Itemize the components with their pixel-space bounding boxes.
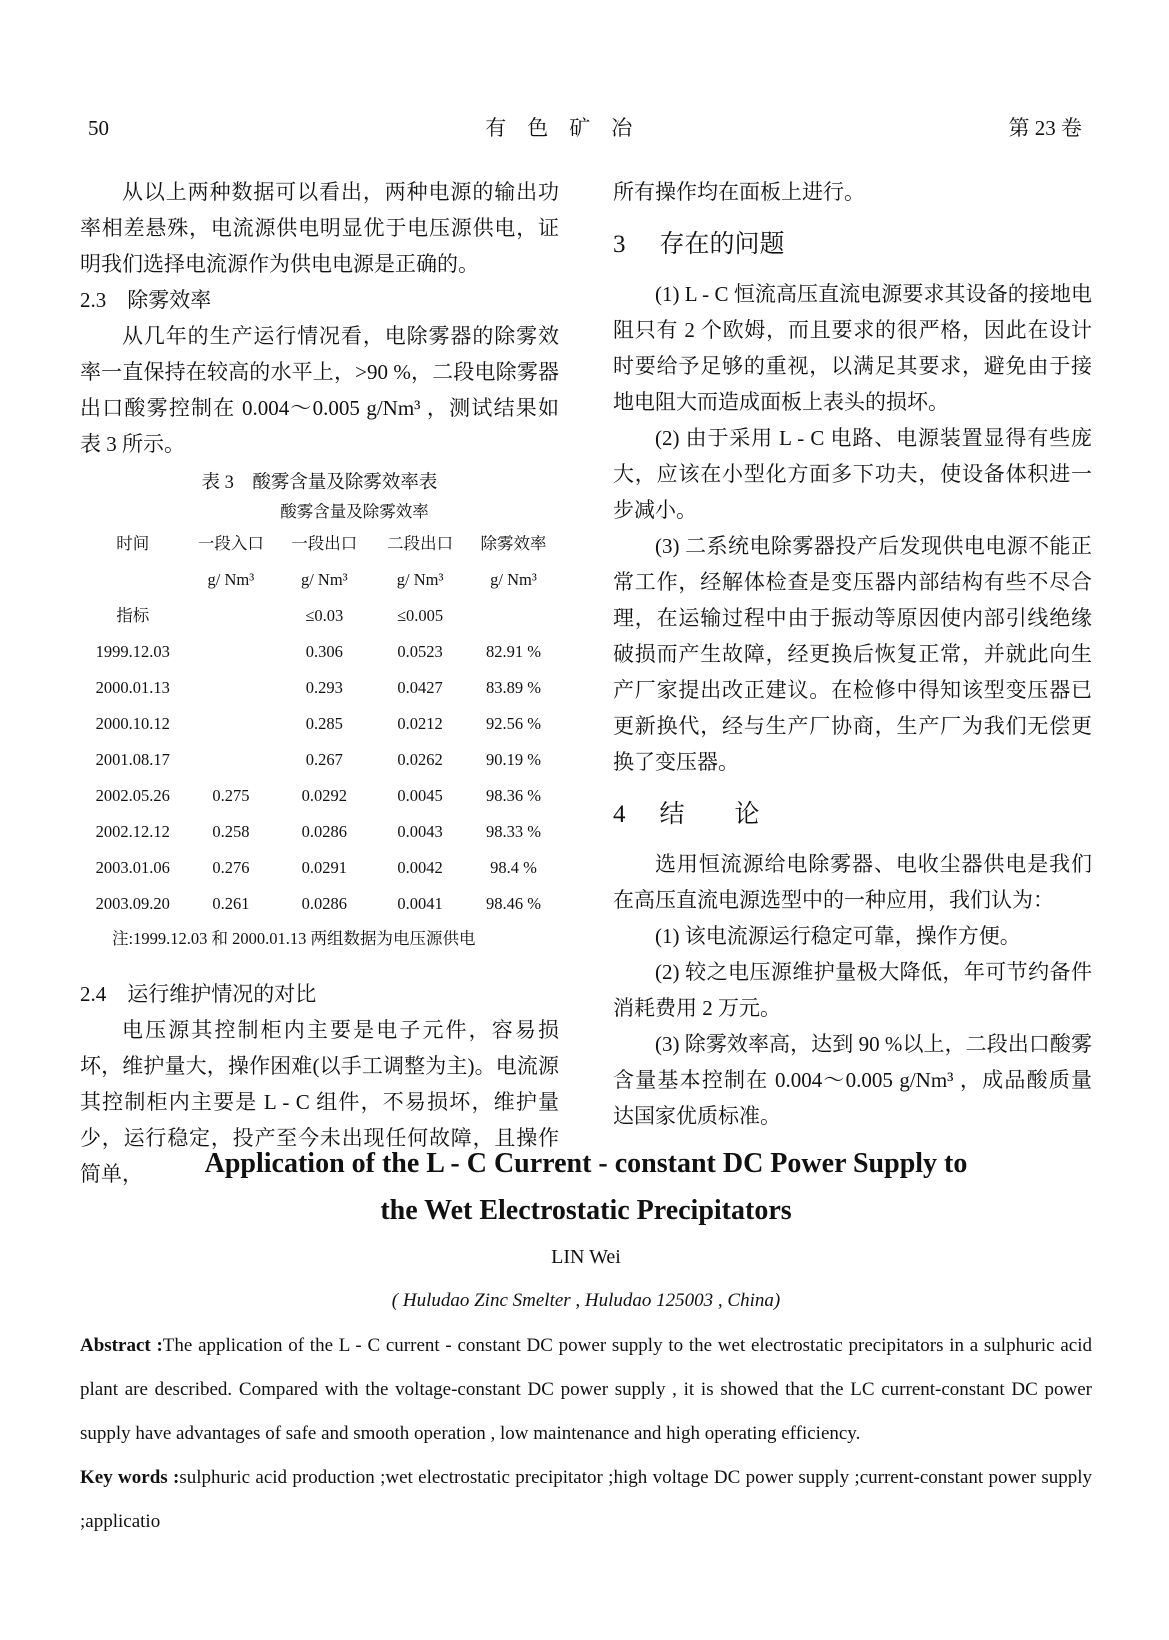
cell: 0.0286 — [301, 894, 347, 913]
cell: 0.306 — [305, 642, 343, 661]
col-header: 一段出口 — [291, 534, 358, 553]
table-subcaption: 酸雾含量及除雾效率 — [280, 502, 429, 521]
cell: 98.4 % — [490, 858, 537, 877]
paragraph: 选用恒流源给电除雾器、电收尘器供电是我们在高压直流电源选型中的一种应用，我们认为： — [613, 852, 1092, 912]
cell: 0.0292 — [301, 786, 347, 805]
cell: 指标 — [116, 606, 150, 625]
table-header-row — [80, 526, 559, 562]
cell: 0.0523 — [397, 642, 443, 661]
body-columns — [80, 174, 1092, 1192]
cell: 0.258 — [212, 822, 250, 841]
cell: 83.89 % — [485, 678, 541, 697]
cell: 1999.12.03 — [95, 642, 170, 661]
cell: 0.0045 — [397, 786, 443, 805]
table-row — [80, 670, 559, 706]
table-row — [80, 742, 559, 778]
cell: ≤0.005 — [396, 606, 444, 625]
col-header: 二段出口 — [387, 534, 454, 553]
left-column — [80, 174, 559, 1192]
cell: 90.19 % — [485, 750, 541, 769]
cell — [185, 670, 276, 706]
table-head — [80, 526, 559, 598]
cell: 2000.01.13 — [95, 678, 170, 697]
table-row — [80, 778, 559, 814]
cell — [185, 742, 276, 778]
running-head — [88, 112, 1082, 142]
section-heading-4 — [613, 800, 1092, 830]
english-title-line-2: the Wet Electrostatic Precipitators — [380, 1195, 792, 1226]
cell: 0.0041 — [397, 894, 443, 913]
cell: 98.36 % — [485, 786, 541, 805]
cell: 0.0286 — [301, 822, 347, 841]
table-block — [80, 468, 559, 952]
cell: 0.0042 — [397, 858, 443, 877]
abstract-text: The application of the L - C current - constant DC power supply to the wet electrostatic precipitators in a sulphuric acid plant are described. Compared with the voltage-constant DC power supply , it is showed that the LC current-constant DC power supply have advantages of safe and smooth operation , low maintenance and high operating efficiency. — [80, 1335, 1093, 1444]
cell: 92.56 % — [485, 714, 541, 733]
cell: 0.0427 — [397, 678, 443, 697]
keywords — [80, 1456, 1092, 1544]
table-row — [80, 814, 559, 850]
cell: 0.285 — [305, 714, 343, 733]
unit-cell: g/ Nm³ — [396, 570, 444, 589]
keywords-label: Key words : — [80, 1467, 180, 1488]
cell: 2002.12.12 — [95, 822, 170, 841]
cell: ≤0.03 — [305, 606, 344, 625]
english-title-line-1: Application of the L - C Current - constant DC Power Supply to — [204, 1148, 968, 1179]
unit-cell: g/ Nm³ — [300, 570, 348, 589]
col-header: 一段入口 — [197, 534, 264, 553]
abstract — [80, 1324, 1092, 1456]
table-row — [80, 634, 559, 670]
paragraph: 所有操作均在面板上进行。 — [613, 180, 865, 204]
table-row — [80, 850, 559, 886]
table-note: 注:1999.12.03 和 2000.01.13 两组数据为电压源供电 — [112, 929, 476, 948]
acid-mist-table — [80, 526, 559, 922]
cell: 2002.05.26 — [95, 786, 170, 805]
cell — [468, 598, 559, 634]
subsection-heading-2-4: 2.4 运行维护情况的对比 — [80, 982, 317, 1006]
paragraph: (3) 除雾效率高，达到 90 %以上，二段出口酸雾含量基本控制在 0.004～0.005 g/Nm³ ，成品酸质量达国家优质标准。 — [613, 1032, 1092, 1128]
cell: 0.267 — [305, 750, 343, 769]
cell: 2003.01.06 — [95, 858, 170, 877]
section-number: 4 — [613, 801, 626, 828]
right-column — [613, 174, 1092, 1192]
table-caption: 表 3 酸雾含量及除雾效率表 — [201, 473, 438, 493]
paragraph: (1) L - C 恒流高压直流电源要求其设备的接地电阻只有 2 个欧姆，而且要求的很严格，因此在设计时要给予足够的重视，以满足其要求，避免由于接地电阻大而造成面板上表头的损坏。 — [613, 282, 1092, 414]
paragraph: 从几年的生产运行情况看，电除雾器的除雾效率一直保持在较高的水平上，>90 %，二段电除雾器出口酸雾控制在 0.004～0.005 g/Nm³ ，测试结果如表 3 所示。 — [80, 324, 559, 456]
keywords-text: sulphuric acid production ;wet electrostatic precipitator ;high voltage DC power supply ;current-constant power supply ;applicatio — [80, 1467, 1092, 1532]
cell: 0.261 — [212, 894, 250, 913]
paragraph: (2) 较之电压源维护量极大降低，年可节约备件消耗费用 2 万元。 — [613, 960, 1092, 1020]
cell: 0.0043 — [397, 822, 443, 841]
section-number: 3 — [613, 231, 626, 258]
cell: 2003.09.20 — [95, 894, 170, 913]
section-title: 结 论 — [659, 801, 760, 828]
table-row — [80, 706, 559, 742]
volume-label: 第 23 卷 — [1008, 116, 1082, 140]
table-units-row — [80, 562, 559, 598]
english-abstract-block — [80, 1140, 1092, 1544]
cell: 0.275 — [212, 786, 250, 805]
spacer — [80, 952, 559, 976]
cell: 0.276 — [212, 858, 250, 877]
cell — [185, 634, 276, 670]
table-body — [80, 598, 559, 922]
cell: 0.293 — [305, 678, 343, 697]
unit-cell: g/ Nm³ — [490, 570, 537, 589]
cell: 2000.10.12 — [95, 714, 170, 733]
cell: 82.91 % — [485, 642, 541, 661]
unit-cell — [80, 562, 185, 598]
page-number: 50 — [88, 116, 109, 140]
author-affiliation: ( Huludao Zinc Smelter , Huludao 125003 , China) — [391, 1290, 781, 1311]
table-row — [80, 598, 559, 634]
table-row — [80, 886, 559, 922]
paragraph: (1) 该电流源运行稳定可靠，操作方便。 — [655, 924, 1021, 948]
cell: 0.0291 — [301, 858, 347, 877]
subsection-heading-2-3: 2.3 除雾效率 — [80, 288, 212, 312]
unit-cell: g/ Nm³ — [207, 570, 255, 589]
abstract-label: Abstract : — [80, 1335, 163, 1356]
paragraph: 从以上两种数据可以看出，两种电源的输出功率相差悬殊，电流源供电明显优于电压源供电，证明我们选择电流源作为供电电源是正确的。 — [80, 180, 559, 276]
cell — [185, 706, 276, 742]
cell: 0.0212 — [397, 714, 443, 733]
cell: 98.33 % — [485, 822, 541, 841]
paragraph: 电压源其控制柜内主要是电子元件，容易损坏，维护量大，操作困难(以手工调整为主)。电流源其控制柜内主要是 L - C 组件，不易损坏，维护量少，运行稳定，投产至今未出现任何故障，且操作简单， — [80, 1018, 559, 1186]
paragraph: (2) 由于采用 L - C 电路、电源装置显得有些庞大，应该在小型化方面多下功夫，使设备体积进一步减小。 — [613, 426, 1092, 522]
section-heading-3 — [613, 230, 1092, 260]
journal-title: 有 色 矿 冶 — [485, 116, 633, 140]
cell — [185, 598, 276, 634]
section-title: 存在的问题 — [659, 231, 785, 258]
col-header: 除雾效率 — [480, 534, 547, 553]
author-name: LIN Wei — [551, 1246, 621, 1268]
cell: 2001.08.17 — [95, 750, 170, 769]
paragraph: (3) 二系统电除雾器投产后发现供电电源不能正常工作，经解体检查是变压器内部结构有些不尽合理，在运输过程中由于振动等原因使内部引线绝缘破损而产生故障，经更换后恢复正常，并就此向生产厂家提出改正建议。在检修中得知该型变压器已更新换代，经与生产厂协商，生产厂为我们无偿更换了变压器。 — [613, 534, 1092, 774]
cell: 98.46 % — [485, 894, 541, 913]
col-header: 时间 — [116, 534, 150, 553]
cell: 0.0262 — [397, 750, 443, 769]
